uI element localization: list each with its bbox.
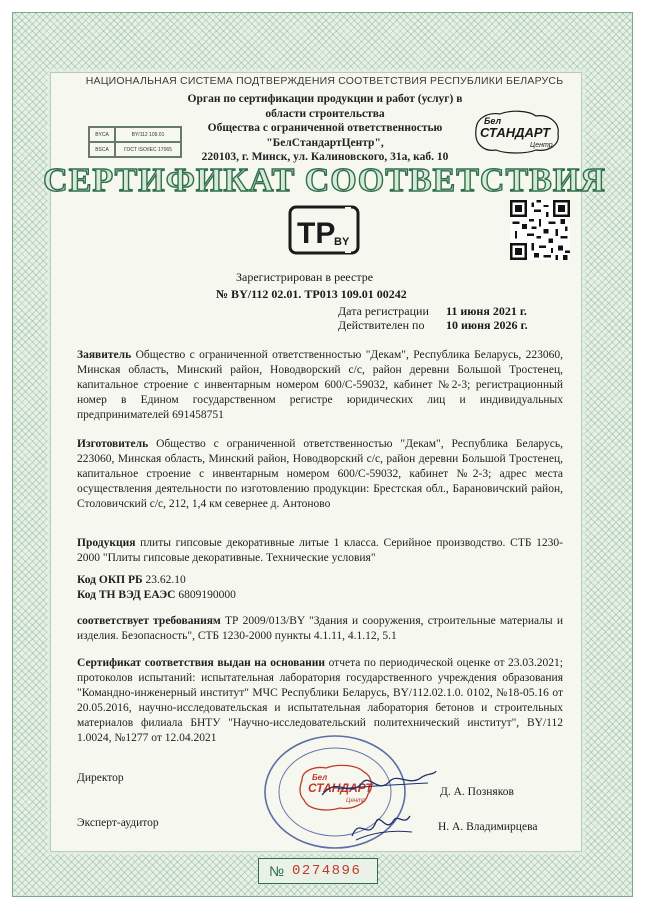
conformity-text: ТР 2009/013/BY "Здания и сооружения, строительные материалы и изделия. Безопасность", СТБ 1230-2000 пункты 4.1.11, 4.1.12, 5.1 — [77, 615, 564, 642]
org-line: "БелСтандартЦентр", — [266, 136, 384, 149]
serial-number-box — [258, 858, 378, 884]
org-line: 220103, г. Минск, ул. Калиновского, 31а, каб. 10 — [201, 151, 449, 163]
org-line: Орган по сертификации продукции и работ (услуг) в — [187, 93, 463, 105]
valid-until-value: 10 июня 2026 г. — [446, 318, 528, 332]
tnved-code — [77, 588, 563, 603]
basis-label: Сертификат соответствия выдан на основании — [77, 657, 326, 669]
tnved-value: 6809190000 — [178, 589, 236, 601]
conformity-label: соответствует требованиям — [77, 615, 221, 627]
product-label: Продукция — [77, 537, 136, 549]
auditor-signature — [346, 806, 416, 846]
belstandartcentr-logo — [470, 108, 566, 156]
auditor-role: Эксперт-аудитор — [77, 817, 159, 829]
logo-line-2: СТАНДАРТ — [480, 125, 551, 140]
conformity-section — [77, 614, 563, 644]
applicant-text: Общество с ограниченной ответственностью "Декам", Республика Беларусь, 223060, Минская область, Минский район, Новодворский с/с, район деревни Большой Тростенец, капитальное строение с инвентарным номером 600/С-59032, кабинет №2-3; регистрационный номер в Едином государственном регистре юридических лиц и индивидуальных предпринимателей 691458751 — [77, 349, 564, 421]
registration-date-label: Дата регистрации — [338, 304, 429, 318]
auditor-name: Н. А. Владимирцева — [438, 821, 538, 833]
okp-value: 23.62.10 — [145, 574, 186, 586]
stamp-line-3: Центр — [346, 798, 366, 804]
registry-number: № BY/112 02.01. ТР013 109.01 00242 — [216, 287, 407, 301]
org-line: Общества с ограниченной ответственностью — [207, 122, 443, 134]
logo-line-1: Бел — [484, 116, 502, 126]
manufacturer-text: Общество с ограниченной ответственностью "Декам", Республика Беларусь, 223060, Минская область, Минский район, Новодворский с/с, район деревни Большой Тростенец, капитальное строение с инвентарным номером 600/С-59032, кабинет №2-3; адрес места осуществления деятельности по изготовлению продукции: Брестская обл., Барановичский район, Столовичский с/с, 212, 1,4 км севернее д. Антоново — [77, 438, 563, 510]
okp-code — [77, 573, 563, 588]
number-sign: № — [269, 863, 285, 879]
tr-by-conformity-mark — [288, 205, 360, 255]
manufacturer-label: Изготовитель — [77, 438, 149, 450]
product-text: плиты гипсовые декоративные литые 1 класса. Серийное производство. СТБ 1230-2000 "Плиты гипсовые декоративные. Технические условия" — [77, 537, 563, 564]
tr-mark-sub: BY — [334, 236, 350, 248]
registration-date-value: 11 июня 2021 г. — [446, 304, 527, 318]
applicant-label: Заявитель — [77, 349, 132, 361]
org-line: области строительства — [265, 107, 385, 120]
qr-code[interactable] — [510, 200, 570, 260]
manufacturer-section — [77, 437, 563, 512]
national-system-header: НАЦИОНАЛЬНАЯ СИСТЕМА ПОДТВЕРЖДЕНИЯ СООТВЕТСТВИЯ РЕСПУБЛИКИ БЕЛАРУСЬ — [85, 75, 564, 87]
stamp-line-2: СТАНДАРТ — [308, 781, 373, 795]
accreditation-box — [88, 126, 182, 158]
tnved-label: Код ТН ВЭД ЕАЭС — [77, 589, 176, 601]
stamp-line-1: Бел — [312, 773, 328, 782]
director-role: Директор — [77, 772, 124, 784]
tr-mark-main: TP — [297, 217, 336, 250]
accreditation-number: BY/112 109.01 — [115, 127, 181, 142]
serial-number: 0274896 — [292, 863, 362, 879]
product-section — [77, 536, 563, 566]
registry-label: Зарегистрирован в реестре — [236, 270, 374, 284]
accreditation-standard: ГОСТ ISO/IEC 17065 — [115, 142, 181, 157]
certificate-title: СЕРТИФИКАТ СООТВЕТСТВИЯ — [43, 162, 606, 199]
director-name: Д. А. Позняков — [440, 786, 514, 798]
okp-label: Код ОКП РБ — [77, 574, 143, 586]
certification-body-block — [160, 92, 490, 165]
accreditation-label: BYCA — [89, 127, 115, 142]
accreditation-label: BSCA — [89, 142, 115, 157]
valid-until-label: Действителен по — [338, 318, 425, 332]
basis-text: отчета по периодической оценке от 23.03.2021; протоколов испытаний: испытательная лаборатория государственного учреждения образования "Командно-инженерный институт" МЧС Республики Беларусь, BY/112.02.1.0. 0102, №18-05.16 от 20.05.2016, научно-исследовательская и испытательная лаборатория бетонов и строительных материалов филиала БНТУ "Научно-исследовательский политехнический институт", BY/112 1.0024, №1277 от 12.04.2021 — [77, 657, 563, 744]
applicant-section — [77, 348, 563, 423]
director-signature — [318, 765, 438, 805]
logo-line-3: Центр — [530, 142, 553, 149]
